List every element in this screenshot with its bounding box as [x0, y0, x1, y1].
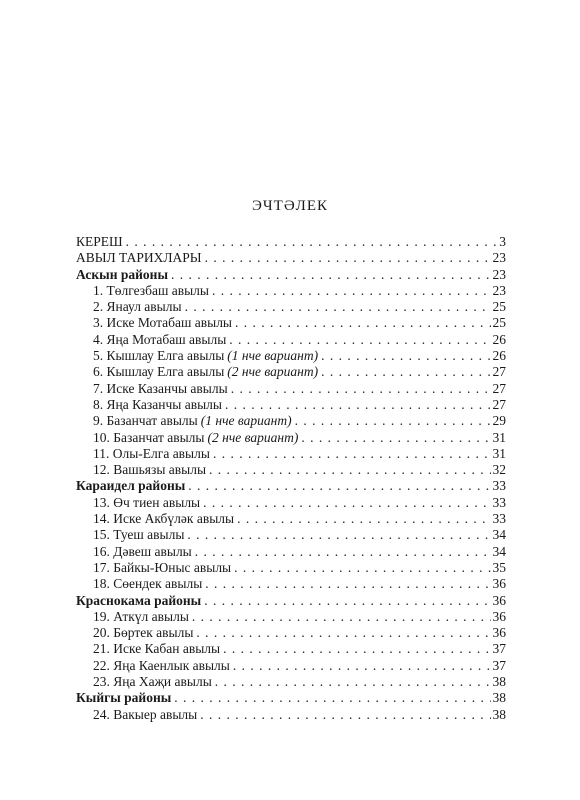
toc-entry-label: 2. Янаул авылы	[93, 299, 182, 315]
toc-entry	[76, 315, 506, 331]
toc-entry	[76, 381, 506, 397]
toc-entry	[76, 609, 506, 625]
toc-page-number: 23	[492, 250, 506, 266]
toc-entry-label: 3. Иске Мотабаш авылы	[93, 315, 233, 331]
dot-leader	[126, 234, 498, 250]
dot-leader	[215, 674, 491, 690]
toc-section-heading	[76, 478, 506, 494]
dot-leader	[195, 544, 491, 560]
dot-leader	[209, 462, 490, 478]
toc-entry-label: Аскын районы	[76, 266, 168, 282]
toc-page-number: 34	[492, 543, 506, 559]
toc-page-number: 27	[492, 364, 506, 380]
dot-leader	[192, 609, 491, 625]
toc-section-heading	[76, 267, 506, 283]
toc-entry	[76, 397, 506, 413]
toc-entry-label: 8. Яңа Казанчы авылы	[93, 396, 222, 412]
toc-page-number: 35	[492, 559, 506, 575]
toc-entry	[76, 495, 506, 511]
toc-page-number: 36	[492, 576, 506, 592]
toc-page-number: 31	[492, 445, 506, 461]
toc-page-number: 33	[492, 478, 506, 494]
dot-leader	[321, 348, 490, 364]
toc-page-number: 25	[492, 299, 506, 315]
dot-leader	[234, 560, 490, 576]
toc-entry-label: 24. Вакыер авылы	[93, 706, 198, 722]
toc-entry	[76, 511, 506, 527]
toc-page-number: 37	[492, 657, 506, 673]
dot-leader	[231, 381, 491, 397]
dot-leader	[223, 641, 490, 657]
toc-entry	[76, 576, 506, 592]
page-title: ЭЧТӘЛЕК	[252, 198, 328, 214]
toc-entry-label: 11. Олы-Елга авылы	[93, 445, 210, 461]
toc-entry-label: 13. Өч тиен авылы	[93, 494, 201, 510]
toc-page-number: 27	[492, 396, 506, 412]
toc-page-number: 34	[492, 527, 506, 543]
toc-page-number: 38	[492, 706, 506, 722]
toc-page-number: 26	[492, 348, 506, 364]
toc-entry-label: 17. Байкы-Юныс авылы	[93, 559, 232, 575]
toc-entry	[76, 674, 506, 690]
toc-entry	[76, 250, 506, 266]
dot-leader	[185, 299, 491, 315]
dot-leader	[205, 250, 491, 266]
dot-leader	[229, 332, 490, 348]
toc-entry	[76, 446, 506, 462]
toc-entry-note: (1 нче вариант)	[200, 413, 292, 429]
toc-page-number: 36	[492, 592, 506, 608]
toc-entry	[76, 364, 506, 380]
toc-entry-note: (2 нче вариант)	[207, 429, 299, 445]
dot-leader	[225, 397, 491, 413]
toc-section-heading	[76, 690, 506, 706]
toc-page-number: 38	[492, 690, 506, 706]
toc-entry-label: 1. Төлгезбаш авылы	[93, 282, 209, 298]
toc-section-heading	[76, 593, 506, 609]
toc-entry-label: 14. Иске Акбүләк авылы	[93, 511, 235, 527]
toc-entry-label: 5. Кышлау Елга авылы	[93, 348, 225, 364]
toc-entry-label: 9. Базанчат авылы	[93, 413, 198, 429]
toc-entry	[76, 658, 506, 674]
toc-entry	[76, 332, 506, 348]
dot-leader	[213, 446, 491, 462]
toc-entry-label: 15. Туеш авылы	[93, 527, 185, 543]
toc-page-number: 33	[492, 511, 506, 527]
dot-leader	[196, 625, 490, 641]
dot-leader	[237, 511, 490, 527]
toc-page-number: 27	[492, 380, 506, 396]
toc-entry-label: 12. Вашьязы авылы	[93, 462, 207, 478]
toc-entry	[76, 413, 506, 429]
dot-leader	[321, 364, 490, 380]
toc-entry-label: 16. Дәвеш авылы	[93, 543, 192, 559]
toc-entry-label: Караидел районы	[76, 478, 186, 494]
table-of-contents	[76, 234, 506, 723]
dot-leader	[204, 593, 490, 609]
toc-page-number: 31	[492, 429, 506, 445]
toc-entry-label: 4. Яңа Мотабаш авылы	[93, 331, 227, 347]
dot-leader	[187, 527, 490, 543]
toc-entry-label: АВЫЛ ТАРИХЛАРЫ	[76, 250, 202, 266]
toc-entry-label: 7. Иске Казанчы авылы	[93, 380, 228, 396]
toc-entry	[76, 299, 506, 315]
dot-leader	[212, 283, 491, 299]
toc-entry-label: КЕРЕШ	[76, 234, 123, 249]
dot-leader	[205, 576, 490, 592]
toc-entry	[76, 430, 506, 446]
dot-leader	[235, 315, 490, 331]
toc-entry	[76, 527, 506, 543]
toc-entry	[76, 641, 506, 657]
toc-entry-label: 20. Бөртек авылы	[93, 625, 194, 641]
toc-page-number: 23	[492, 282, 506, 298]
toc-entry-label: Краснокама районы	[76, 592, 202, 608]
toc-entry-label: 18. Сөендек авылы	[93, 576, 203, 592]
toc-entry-label: 21. Иске Кабан авылы	[93, 641, 221, 657]
toc-page-number: 3	[499, 234, 506, 249]
dot-leader	[301, 430, 490, 446]
toc-entry	[76, 625, 506, 641]
toc-entry	[76, 462, 506, 478]
dot-leader	[295, 413, 491, 429]
dot-leader	[188, 478, 490, 494]
toc-page-number: 36	[492, 625, 506, 641]
toc-entry	[76, 234, 506, 250]
toc-entry-label: 22. Яңа Каенлык авылы	[93, 657, 230, 673]
toc-entry-label: 6. Кышлау Елга авылы	[93, 364, 225, 380]
toc-entry-label: Кыйгы районы	[76, 690, 172, 706]
toc-entry	[76, 283, 506, 299]
toc-page-number: 38	[492, 674, 506, 690]
toc-entry	[76, 560, 506, 576]
toc-page-number: 26	[492, 331, 506, 347]
toc-entry	[76, 707, 506, 723]
toc-entry	[76, 348, 506, 364]
dot-leader	[200, 707, 490, 723]
toc-page-number: 32	[492, 462, 506, 478]
toc-page-number: 33	[492, 494, 506, 510]
toc-entry-label: 10. Базанчат авылы	[93, 429, 205, 445]
toc-page-number: 25	[492, 315, 506, 331]
dot-leader	[174, 690, 490, 706]
toc-entry-note: (1 нче вариант)	[227, 348, 319, 364]
toc-page-number: 36	[492, 608, 506, 624]
toc-entry-note: (2 нче вариант)	[227, 364, 319, 380]
dot-leader	[233, 658, 491, 674]
toc-page-number: 23	[492, 266, 506, 282]
dot-leader	[203, 495, 490, 511]
toc-entry	[76, 544, 506, 560]
toc-page-number: 29	[492, 413, 506, 429]
toc-entry-label: 23. Яңа Хаҗи авылы	[93, 674, 212, 690]
toc-entry-label: 19. Аткүл авылы	[93, 608, 189, 624]
dot-leader	[171, 267, 491, 283]
toc-page-number: 37	[492, 641, 506, 657]
